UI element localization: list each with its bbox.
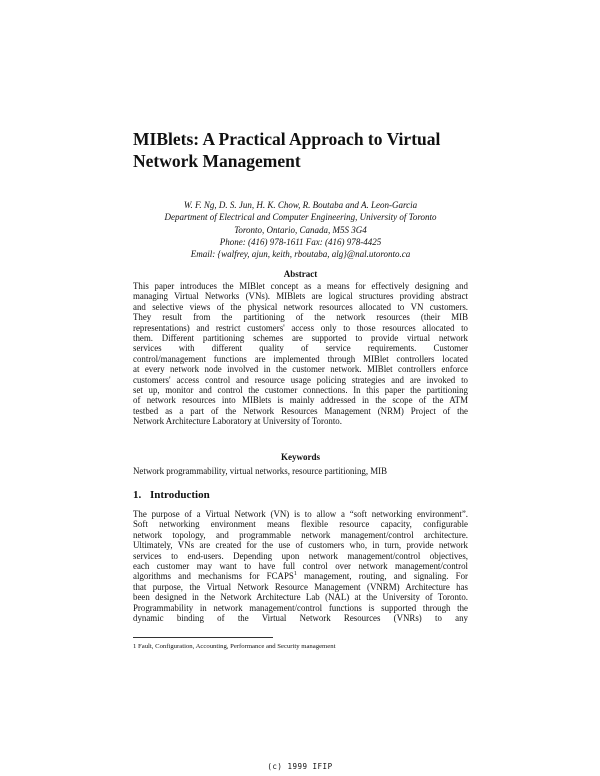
- abstract-line: set up, monitor and control the customer connections. In this paper the partitioning: [133, 385, 468, 396]
- abstract-body: [133, 281, 468, 427]
- intro-line: that purpose, the Virtual Network Resource Management (VNRM) Architecture has: [133, 581, 468, 592]
- email: Email: {walfrey, ajun, keith, rboutaba, alg}@nal.utoronto.ca: [190, 249, 411, 260]
- section-heading: [133, 489, 210, 501]
- title-line-2: Network Management: [133, 151, 301, 171]
- address: Toronto, Ontario, Canada, M5S 3G4: [234, 224, 367, 235]
- intro-line: services to end-users. Depending upon network management/control objectives,: [133, 550, 468, 561]
- intro-line-part: algorithms and mechanisms for FCAPS: [133, 571, 294, 582]
- copyright: (c) 1999 IFIP: [267, 762, 333, 771]
- abstract-line: and selective views of the physical network resources allocated to VN customers.: [133, 301, 468, 312]
- intro-line: Soft networking environment means flexible resource capacity, configurable: [133, 519, 468, 530]
- section-number: 1.: [133, 489, 142, 501]
- intro-line: Programmability in network management/control functions is supported through the: [133, 602, 468, 613]
- footnote-divider: [133, 637, 273, 638]
- abstract-line: testbed as a part of the Network Resources Management (NRM) Project of the: [133, 405, 468, 416]
- abstract-line: control/management functions are implemented through MIBlet controllers located: [133, 353, 468, 364]
- abstract-heading: Abstract: [283, 269, 318, 279]
- phone-fax: Phone: (416) 978-1611 Fax: (416) 978-4425: [219, 236, 382, 247]
- intro-line: been designed in the Network Architecture Lab (NAL) at the University of Toronto.: [133, 592, 468, 603]
- keywords-heading: Keywords: [281, 452, 320, 462]
- footnote-marker[interactable]: 1: [293, 571, 297, 578]
- affiliation: Department of Electrical and Computer Engineering, University of Toronto: [164, 212, 437, 223]
- abstract-line: They result from the partitioning of the network resources (their MIB: [133, 312, 468, 323]
- footnote: 1 Fault, Configuration, Accounting, Performance and Security management: [133, 643, 336, 650]
- abstract-line: of network resources into MIBlets is mainly addressed in the scope of the ATM: [133, 395, 468, 406]
- intro-line: each customer may want to have full control over network management/control: [133, 561, 468, 572]
- section-title: Introduction: [150, 489, 210, 501]
- intro-line: network topology, and programmable network management/control architecture.: [133, 529, 468, 540]
- intro-line-with-footnote: [133, 571, 468, 581]
- abstract-line: This paper introduces the MIBlet concept as a means for effectively designing and: [133, 281, 468, 291]
- author-block: [133, 199, 468, 260]
- intro-line-part: management, routing, and signaling. For: [296, 571, 468, 582]
- intro-line: dynamic binding of the Virtual Network Resources (VNRs) to any: [133, 613, 468, 624]
- abstract-line: at every network node involved in the customer network. MIBlet controllers enforce: [133, 364, 468, 375]
- abstract-line: Network Architecture Laboratory at University of Toronto.: [133, 416, 342, 427]
- title-line-1: MIBlets: A Practical Approach to Virtual: [133, 129, 441, 149]
- intro-line: The purpose of a Virtual Network (VN) is to allow a “soft networking environment”.: [133, 509, 468, 519]
- abstract-line: representations) and restrict customers' access only to those resources allocated to: [133, 322, 468, 333]
- intro-body: [133, 509, 468, 623]
- paper-title: [133, 128, 493, 172]
- keywords-list: Network programmability, virtual networks, resource partitioning, MIB: [133, 466, 388, 476]
- abstract-line: them. Different partitioning schemes are supported to provide virtual network: [133, 333, 468, 344]
- abstract-line: customers' access control and resource usage policing strategies and are invoked to: [133, 374, 468, 385]
- authors: W. F. Ng, D. S. Jun, H. K. Chow, R. Boutaba and A. Leon-Garcia: [183, 200, 418, 210]
- abstract-line: services with different quality of service requirements. Customer: [133, 343, 468, 354]
- abstract-line: managing Virtual Networks (VNs). MIBlets are logical structures providing abstract: [133, 291, 468, 302]
- intro-line: Ultimately, VNs are created for the use of customers who, in turn, provide network: [133, 540, 468, 551]
